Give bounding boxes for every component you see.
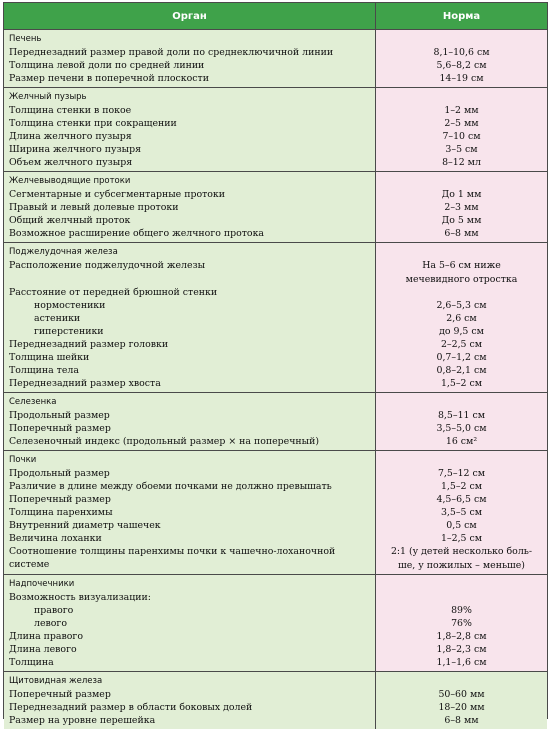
norm-value: 1,1–1,6 см: [436, 657, 487, 668]
parameter-label: Соотношение толщины паренхимы почки к чашечно-лоханочной системе: [9, 546, 336, 570]
norm-value: До 1 мм: [441, 189, 482, 200]
norm-value-line-1: 2:1 (у детей несколько боль-: [390, 546, 533, 557]
section-norm-cell: [376, 88, 547, 171]
norm-value: 1–2 мм: [444, 105, 479, 116]
parameter-label: Расположение поджелудочной железы: [9, 260, 206, 271]
section-norm-cell: [376, 172, 547, 242]
parameter-label: Переднезадний размер хвоста: [9, 378, 161, 389]
norm-value: 1–2,5 см: [440, 533, 483, 544]
parameter-label: Переднезадний размер головки: [9, 339, 169, 350]
norm-value: 1,5–2 см: [440, 378, 483, 389]
table-header: [4, 3, 547, 30]
section-norm-cell: [376, 243, 547, 392]
parameter-label: Различие в длине между обоеми почками не должно превышать: [9, 481, 332, 492]
parameter-label: гиперстеники: [34, 326, 104, 337]
section-title: Поджелудочная железа: [9, 247, 118, 257]
parameter-label: Возможное расширение общего желчного протока: [9, 228, 265, 239]
title-spacer: [380, 33, 543, 46]
norm-value: [380, 259, 543, 286]
parameter-label: Размер на уровне перешейка: [9, 715, 156, 726]
section-row: [4, 451, 547, 575]
parameter-label: Толщина левой доли по средней линии: [9, 60, 205, 71]
parameter-label: Переднезадний размер в области боковых долей: [9, 702, 253, 713]
parameter-label: Правый и левый долевые протоки: [9, 202, 179, 213]
section-title: Щитовидная железа: [9, 676, 103, 686]
section-organ-cell: [4, 88, 376, 171]
section-organ-cell: [4, 393, 376, 450]
parameter-label: Поперечный размер: [9, 494, 111, 505]
title-spacer: [380, 246, 543, 259]
norm-value: 6–8 мм: [444, 228, 479, 239]
norm-value: 1,8–2,3 см: [436, 644, 487, 655]
norm-value: 2,6–5,3 см: [436, 300, 487, 311]
section-row: [4, 243, 547, 393]
parameter-label: Поперечный размер: [9, 689, 111, 700]
section-norm-cell: [376, 393, 547, 450]
parameter-label: Продольный размер: [9, 410, 110, 421]
section-row: [4, 172, 547, 243]
section-title: Печень: [9, 34, 42, 44]
parameter-label: Селезеночный индекс (продольный размер × на поперечный): [9, 436, 320, 447]
section-title: Желчный пузырь: [9, 92, 87, 102]
parameter-label: Длина левого: [9, 644, 77, 655]
norm-value: 89%: [451, 605, 472, 616]
title-spacer: [380, 454, 543, 467]
title-spacer: [380, 91, 543, 104]
norm-value-line-2: мечевидного отростка: [405, 273, 518, 285]
section-organ-cell: [4, 672, 376, 729]
norm-value: 3,5–5 см: [440, 507, 483, 518]
parameter-label: Переднезадний размер правой доли по среднеключичной линии: [9, 47, 334, 58]
header-organ: Орган: [4, 3, 376, 29]
parameter-label: Толщина стенки в покое: [9, 105, 132, 116]
parameter-label: Толщина тела: [9, 365, 79, 376]
norm-value: [380, 545, 543, 572]
parameter-label: Величина лоханки: [9, 533, 102, 544]
parameter-label: Толщина паренхимы: [9, 507, 113, 518]
norm-value: 14–19 см: [439, 73, 484, 84]
norms-table: [3, 2, 548, 726]
section-organ-cell: [4, 243, 376, 392]
norm-value: 18–20 мм: [438, 702, 485, 713]
norm-value: 3–5 см: [445, 144, 478, 155]
section-row: [4, 393, 547, 451]
section-row: [4, 88, 547, 172]
section-norm-cell: [376, 451, 547, 574]
section-row: [4, 672, 547, 729]
parameter-label: Длина желчного пузыря: [9, 131, 132, 142]
norm-value: 3,5–5,0 см: [436, 423, 487, 434]
section-row: [4, 575, 547, 672]
norm-value: до 9,5 см: [439, 326, 484, 337]
norm-value: 0,8–2,1 см: [436, 365, 487, 376]
section-title: Желчевыводящие протоки: [9, 176, 131, 186]
section-norm-cell: [376, 672, 547, 729]
norm-value: 0,5 см: [446, 520, 477, 531]
parameter-label: Общий желчный проток: [9, 215, 131, 226]
norm-value-line-1: На 5–6 см ниже: [422, 260, 501, 271]
parameter-label: Толщина стенки при сокращении: [9, 118, 177, 129]
norm-value: 2–2,5 см: [440, 339, 483, 350]
norm-value: 1,5–2 см: [440, 481, 483, 492]
parameter-label: Расстояние от передней брюшной стенки: [9, 287, 218, 298]
parameter-label: астеники: [34, 313, 81, 324]
section-row: [4, 30, 547, 88]
norm-value: 8,1–10,6 см: [433, 47, 490, 58]
title-spacer: [380, 578, 543, 591]
parameter-label: Объем желчного пузыря: [9, 157, 133, 168]
section-organ-cell: [4, 575, 376, 671]
norm-value: 76%: [451, 618, 472, 629]
norm-value: 6–8 мм: [444, 715, 479, 726]
parameter-label: Толщина шейки: [9, 352, 90, 363]
norm-value: 4,5–6,5 см: [436, 494, 487, 505]
norm-value: 0,7–1,2 см: [436, 352, 487, 363]
parameter-label: Ширина желчного пузыря: [9, 144, 142, 155]
norm-value: До 5 мм: [441, 215, 482, 226]
norm-value: 1,8–2,8 см: [436, 631, 487, 642]
parameter-label: Толщина: [9, 657, 54, 668]
parameter-label: Поперечный размер: [9, 423, 111, 434]
parameter-label: правого: [34, 605, 74, 616]
title-spacer: [380, 396, 543, 409]
norm-value: 5,6–8,2 см: [436, 60, 487, 71]
section-organ-cell: [4, 30, 376, 87]
norm-value: [380, 286, 543, 299]
header-norm: Норма: [442, 10, 481, 22]
parameter-label: Возможность визуализации:: [9, 592, 151, 603]
norm-value: 2–3 мм: [444, 202, 479, 213]
parameter-label: Сегментарные и субсегментарные протоки: [9, 189, 226, 200]
parameter-label: нормостеники: [34, 300, 106, 311]
parameter-label: левого: [34, 618, 67, 629]
title-spacer: [380, 675, 543, 688]
norm-value-line-2: ше, у пожилых – меньше): [398, 559, 525, 571]
parameter-label: Размер печени в поперечной плоскости: [9, 73, 209, 84]
section-title: Почки: [9, 455, 37, 465]
norm-value: [380, 591, 543, 604]
norm-value: 50–60 мм: [438, 689, 485, 700]
parameter-label: Продольный размер: [9, 468, 110, 479]
norm-value: 16 см²: [445, 436, 478, 447]
title-spacer: [380, 175, 543, 188]
parameter-label: Внутренний диаметр чашечек: [9, 520, 161, 531]
norm-value: 8–12 мл: [442, 157, 481, 168]
norm-value: 2,6 см: [446, 313, 477, 324]
norm-value: 7,5–12 см: [437, 468, 486, 479]
parameter-label: Длина правого: [9, 631, 83, 642]
norm-value: 2–5 мм: [444, 118, 479, 129]
section-title: Надпочечники: [9, 579, 75, 589]
section-organ-cell: [4, 451, 376, 574]
norm-value: 8,5–11 см: [437, 410, 486, 421]
section-title: Селезенка: [9, 397, 57, 407]
section-organ-cell: [4, 172, 376, 242]
section-norm-cell: [376, 30, 547, 87]
section-norm-cell: [376, 575, 547, 671]
norm-value: 7–10 см: [442, 131, 481, 142]
table-body: [4, 30, 547, 729]
